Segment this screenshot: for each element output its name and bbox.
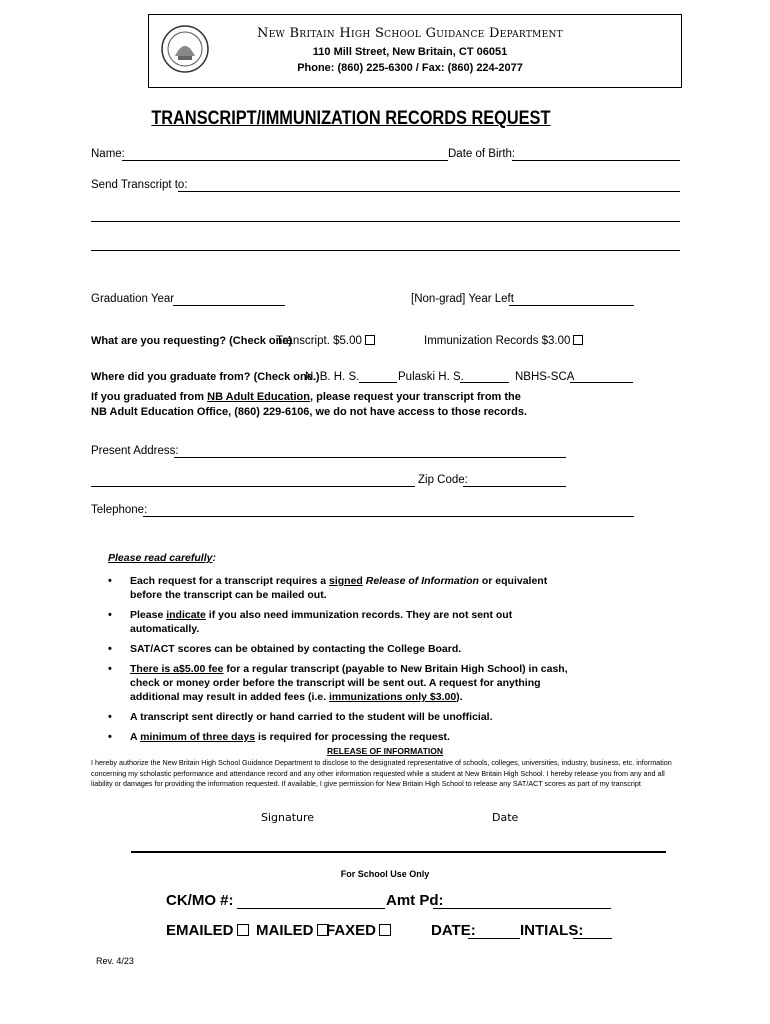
nongrad-field[interactable] <box>509 305 634 306</box>
release-text: I hereby authorize the New Britain High School Guidance Department to disclose to the designated representative of schools, colleges, universities, industry, business, etc. information concerning my scholastic performance and attendance record and any other information requested while a student at New Britain High School. I hereby release you from any and all liability or damages for providing the information requested. If available, I give permission for New Britain High School to release any SAT/ACT scores as part of my transcript <box>91 758 672 788</box>
send-to-label: Send Transcript to: <box>91 179 188 191</box>
grad-year-label: Graduation Year <box>91 293 175 305</box>
faxed-option[interactable] <box>326 922 391 939</box>
release-heading: RELEASE OF INFORMATION <box>326 746 443 756</box>
list-item: • A minimum of three days is required for processing the request. <box>108 731 450 743</box>
zip-field[interactable] <box>463 486 566 487</box>
school-use-heading: For School Use Only <box>340 869 430 879</box>
pulaski-field[interactable] <box>460 382 509 383</box>
list-item: • Each request for a transcript requires a signed Release of Information or equivalent before the transcript can be mailed out. <box>108 575 548 601</box>
faxed-checkbox[interactable] <box>379 924 391 936</box>
nongrad-label: [Non-grad] Year Left <box>411 293 514 305</box>
immunization-option-label: Immunization Records $3.00 <box>424 335 571 347</box>
send-to-field[interactable] <box>178 191 680 192</box>
instructions-list <box>108 574 568 750</box>
date-use-label: DATE: <box>431 922 476 939</box>
ckmo-field[interactable] <box>237 908 385 909</box>
send-to-field-line3[interactable] <box>91 250 680 251</box>
school-name: New Britain High School Guidance Department <box>257 26 563 41</box>
ckmo-label: CK/MO #: <box>166 892 234 909</box>
dob-field[interactable] <box>512 160 680 161</box>
faxed-label: FAXED <box>326 922 377 939</box>
pulaski-label: Pulaski H. S. <box>398 371 464 383</box>
adult-ed-note-line1: If you graduated from NB Adult Education, please request your transcript from the <box>91 391 521 403</box>
initials-label: INTIALS: <box>520 922 584 939</box>
graduate-question: Where did you graduate from? (Check one.) <box>91 371 320 383</box>
amt-field[interactable] <box>433 908 611 909</box>
dob-label: Date of Birth: <box>448 148 516 160</box>
requesting-question: What are you requesting? (Check one) <box>91 335 293 347</box>
transcript-option[interactable] <box>276 335 375 347</box>
transcript-option-label: Transcript. $5.00 <box>276 335 362 347</box>
name-label: Name: <box>91 148 125 160</box>
initials-field[interactable] <box>573 938 612 939</box>
mailed-label: MAILED <box>256 922 314 939</box>
zip-label: Zip Code: <box>418 474 468 486</box>
nbhs-label: N. B. H. S. <box>305 371 360 383</box>
immunization-checkbox[interactable] <box>573 335 583 345</box>
emailed-checkbox[interactable] <box>237 924 249 936</box>
name-field[interactable] <box>122 160 448 161</box>
immunization-option[interactable] <box>424 335 583 347</box>
instructions-heading: Please read carefully: <box>108 552 216 564</box>
list-item: • SAT/ACT scores can be obtained by contacting the College Board. <box>108 643 462 655</box>
mailed-option[interactable] <box>256 922 329 939</box>
signature-line[interactable] <box>131 851 666 853</box>
present-address-label: Present Address: <box>91 445 179 457</box>
list-item: • A transcript sent directly or hand carried to the student will be unofficial. <box>108 711 493 723</box>
list-item: • Please indicate if you also need immunization records. They are not sent out automatically. <box>108 609 513 635</box>
present-address-field[interactable] <box>174 457 566 458</box>
revision-note: Rev. 4/23 <box>96 956 134 966</box>
list-item: • There is a$5.00 fee for a regular transcript (payable to New Britain High School) in cash, check or money order before the transcript will be sent out. A request for anything additional may result in added fees (i.e. immunizations only $3.00). <box>108 663 568 703</box>
telephone-label: Telephone: <box>91 504 148 516</box>
grad-year-field[interactable] <box>173 305 285 306</box>
adult-ed-note-line2: NB Adult Education Office, (860) 229-6106, we do not have access to those records. <box>91 406 528 418</box>
emailed-option[interactable] <box>166 922 249 939</box>
telephone-field[interactable] <box>143 516 634 517</box>
signature-label: Signature <box>261 811 315 824</box>
date-use-field[interactable] <box>468 938 520 939</box>
page-title: TRANSCRIPT/IMMUNIZATION RECORDS REQUEST <box>151 108 551 129</box>
school-address: 110 Mill Street, New Britain, CT 06051 <box>312 46 508 58</box>
nbhs-sca-label: NBHS-SCA <box>515 371 575 383</box>
date-label: Date <box>492 811 519 824</box>
nbhs-field[interactable] <box>359 382 397 383</box>
amt-label: Amt Pd: <box>386 892 444 909</box>
send-to-field-line2[interactable] <box>91 221 680 222</box>
nbhs-sca-field[interactable] <box>570 382 633 383</box>
transcript-checkbox[interactable] <box>365 335 375 345</box>
emailed-label: EMAILED <box>166 922 234 939</box>
present-address-field-line2[interactable] <box>91 486 415 487</box>
school-phone: Phone: (860) 225-6300 / Fax: (860) 224-2077 <box>297 62 523 74</box>
